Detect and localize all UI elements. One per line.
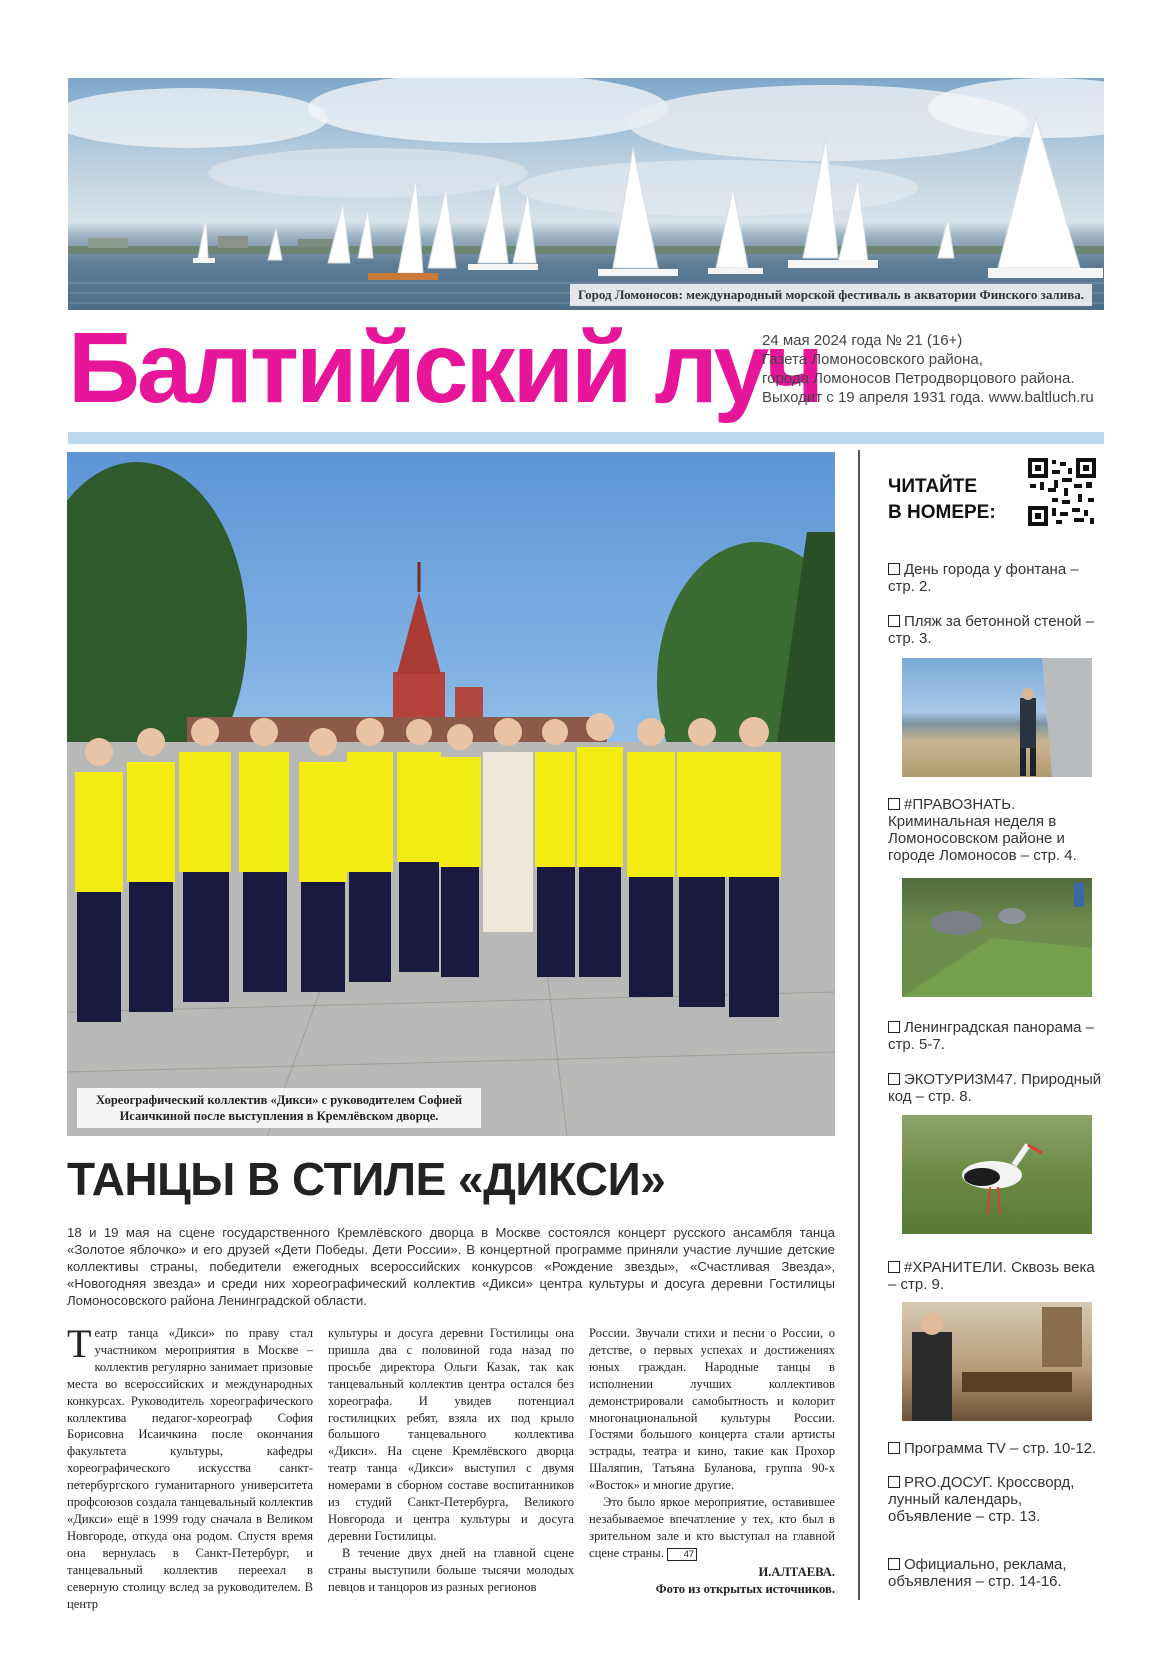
paragraph-continuation: культуры и досуга деревни Гостилицы она пришла два с половиной года назад по просьбе директора Ольги Казак, так как танцевальный коллектив центра остался без хореографа. И увидев потенциал гостилицких ребят, взяла их под крыло большого танцевального коллектива «Дикси». На сцене Кремлёвского дворца театр танца «Дикси» выступил с двумя номерами в сборном составе воспитанников из студий Санкт-Петербурга, Великого Новгорода и центра культуры и досуга деревни Гостилицы. — [328, 1326, 574, 1543]
paragraph-continuation: России. Звучали стихи и песни о России, о детстве, о первых успехах и достижениях юных граждан. Народные танцы в исполнении лучших коллективов демонстрировали самобытность и колорит многонациональной культуры России. Гостями большого концерта стали артисты эстрады, театра и кино, такие как Прохор Шаляпин, Татьяна Буланова, группа 90-х «Восток» и многие другие. — [589, 1326, 835, 1493]
article-paragraph — [67, 1321, 313, 1612]
accident-illustration — [902, 878, 1092, 997]
dancers-illustration — [67, 452, 835, 1136]
checkbox-icon — [888, 798, 900, 810]
checkbox-icon — [888, 1476, 900, 1488]
beach-illustration — [902, 658, 1092, 777]
banner-photo — [68, 78, 1104, 310]
photo-caption-line-2: Исаичкиной после выступления в Кремлёвском дворце. — [119, 1109, 439, 1123]
stork-illustration — [902, 1115, 1092, 1234]
toc-item-label: Пляж за бетонной стеной – стр. 3. — [888, 613, 1095, 647]
toc-item-guardians[interactable] — [888, 1259, 1103, 1293]
toc-item-label: #ПРАВОЗНАТЬ. Криминальная неделя в Ломоносовском районе и городе Ломоносов – стр. 4. — [888, 796, 1077, 864]
toc-item-label: PRO.ДОСУГ. Кроссворд, лунный календарь, объявление – стр. 13. — [888, 1474, 1075, 1525]
article-paragraph — [589, 1494, 835, 1562]
main-photo — [67, 452, 835, 1136]
drop-cap: Т — [67, 1321, 92, 1366]
accident-thumbnail — [902, 878, 1092, 997]
qr-code-icon[interactable] — [1028, 458, 1096, 526]
article-paragraph: В течение двух дней на главной сцене страны выступили больше тысячи молодых певцов и танцоров из разных регионов — [328, 1545, 574, 1594]
article-lead: 18 и 19 мая на сцене государственного Кремлёвского дворца в Москве состоялся концерт русского ансамбля танца «Золотое яблочко» и его друзей «Дети Победы. Дети России». В концертной программе приняли участие лучшие детские коллективы страны, победители ежегодных всероссийских конкурсов «Рождение звезды», «Счастливая Звезда», «Новогодняя звезда» и среди них хореографический коллектив «Дикси» центра культуры и досуга деревни Гостилицы Ломоносовского района Ленинградской области. — [67, 1225, 835, 1308]
since-line: Выходит с 19 апреля 1931 года. www.baltluch.ru — [762, 389, 1094, 406]
toc-item-label: Программа TV – стр. 10-12. — [904, 1440, 1097, 1457]
toc-item-tv[interactable] — [888, 1440, 1103, 1457]
checkbox-icon — [888, 1073, 900, 1085]
regatta-illustration — [68, 78, 1104, 310]
issue-date-line: 24 мая 2024 года № 21 (16+) — [762, 332, 963, 349]
photo-caption — [77, 1088, 481, 1128]
toc-item-label: ЭКОТУРИЗМ47. Природный код – стр. 8. — [888, 1071, 1102, 1105]
article-column-2 — [328, 1325, 574, 1596]
toc-item-label: Официально, реклама, объявления – стр. 14-16. — [888, 1556, 1067, 1590]
toc-item-panorama[interactable] — [888, 1019, 1103, 1053]
toc-item-label: День города у фонтана – стр. 2. — [888, 561, 1079, 595]
toc-item-label: #ХРАНИТЕЛИ. Сквозь века – стр. 9. — [888, 1259, 1095, 1293]
newspaper-title: Балтийский луч — [68, 312, 822, 424]
toc-item-crime[interactable] — [888, 796, 1103, 864]
banner-caption: Город Ломоносов: международный морской фестиваль в акватории Финского залива. — [570, 284, 1092, 306]
museum-thumbnail — [902, 1302, 1092, 1421]
issue-info — [762, 331, 1102, 407]
checkbox-icon — [888, 1261, 900, 1273]
stork-thumbnail — [902, 1115, 1092, 1234]
checkbox-icon — [888, 563, 900, 575]
toc-item-ecotourism[interactable] — [888, 1071, 1103, 1105]
age-marker: 47 — [667, 1548, 697, 1561]
sidebar-heading — [888, 474, 996, 526]
checkbox-icon — [888, 615, 900, 627]
masthead-divider — [68, 432, 1104, 444]
sidebar-heading-line-2: В НОМЕРЕ: — [888, 502, 996, 523]
subtitle-line-1: Газета Ломоносовского района, — [762, 351, 983, 368]
checkbox-icon — [888, 1558, 900, 1570]
toc-item-beach[interactable] — [888, 613, 1103, 647]
toc-item-label: Ленинградская панорама – стр. 5-7. — [888, 1019, 1095, 1053]
article-column-3 — [589, 1325, 835, 1598]
toc-item-leisure[interactable] — [888, 1474, 1088, 1525]
article-column-1 — [67, 1321, 313, 1612]
paragraph-text: еатр танца «Дикси» по праву стал участником мероприятия в Москве – коллектив регулярно занимает призовые места во всероссийских и международных конкурсах. Руководитель хореографического коллектива педагог-хореограф София Борисовна Исаичкина после окончания факультета культуры, кафедры хореографического искусства санкт-петербургского гуманитарного университета профсоюзов создала танцевальный коллектив «Дикси» ещё в 1999 году сначала в Великом Новгороде, откуда она родом. Спустя время она вернулась в Санкт-Петербург, и танцевальный коллектив переехал в северную столицу вслед за руководителем. В центр — [67, 1326, 313, 1611]
checkbox-icon — [888, 1442, 900, 1454]
checkbox-icon — [888, 1021, 900, 1033]
beach-thumbnail — [902, 658, 1092, 777]
photo-credit: Фото из открытых источников. — [655, 1581, 835, 1596]
toc-item-official[interactable] — [888, 1556, 1088, 1590]
sidebar-heading-line-1: ЧИТАЙТЕ — [888, 476, 978, 497]
subtitle-line-2: города Ломоносов Петродворцового района. — [762, 370, 1075, 387]
paragraph-text: Это было яркое мероприятие, оставившее незабываемое впечатление у тех, кто был в зрительном зале и кто выступал на главной сцене страны. — [589, 1495, 835, 1560]
sidebar-divider — [858, 450, 860, 1600]
article-headline: ТАНЦЫ В СТИЛЕ «ДИКСИ» — [67, 1153, 666, 1205]
photo-caption-line-1: Хореографический коллектив «Дикси» с руководителем Софией — [95, 1093, 463, 1107]
museum-illustration — [902, 1302, 1092, 1421]
toc-item-city-day[interactable] — [888, 561, 1103, 595]
author-signature: И.АЛТАЕВА. — [758, 1564, 835, 1579]
